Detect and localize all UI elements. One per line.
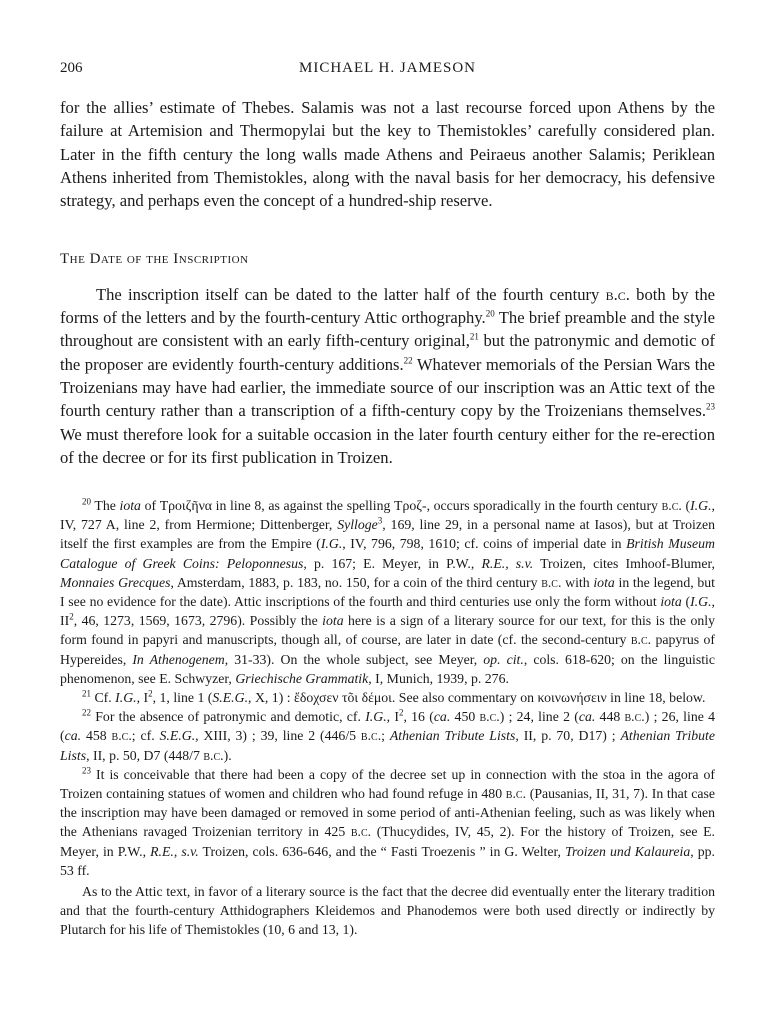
- running-head: MICHAEL H. JAMESON: [298, 60, 477, 76]
- footnote-21: $^{21}$ Cf. I.G., $I^2$, 1, line 1 (S.E.G., X, 1) : ἔδοχσεν τõι δέμοι. See also commentary on κοινωνήσειν in line 18, below.: [82, 688, 706, 706]
- body-paragraph-2: The inscription itself can be dated to the latter half of the fourth century b.c. both by the forms of the letters and by the fourth-century Attic orthography.$^{20}$ The brief preamble and the style throughout are consistent with an early fifth-century original,$^{21}$ but the patronymic and demotic of the proposer are evidently fourth-century additions.$^{22}$ Whatever memorials of the Persian Wars the Troizenians may have had earlier, the immediate source of our inscription was an Attic text of the fourth century rather than a transcription of a fifth-century copy by the Troizenians themselves.$^{23}$ We must therefore look for a suitable occasion in the later fourth century either for the re-erection of the decree or for its first publication in Troizen.: [60, 284, 716, 467]
- section-title: The Date of the Inscription: [60, 251, 249, 268]
- footnote-22: $^{22}$ For the absence of patronymic and demotic, cf. I.G., $I^2$, 16 (ca. 450 b.c.) ; 24, line 2 (ca. 448 b.c.) ; 26, line 4 (ca. 458 b.c.; cf. S.E.G., XIII, 3) ; 39, line 2 (446/5 b.c.; Athenian Tribute Lists, II, p. 70, D17) ; Athenian Tribute Lists, II, p. 50, D7 (448/7 b.c.).: [60, 707, 715, 763]
- footnote-23: $^{23}$ It is conceivable that there had been a copy of the decree set up in connection with the stoa in the agora of Troizen containing statues of women and children who had found refuge in 480 b.c. (Pausanias, II, 31, 7). In that case the inscription may have been damaged or removed in some period of anti-Athenian feeling, such as was likely when the Athenians ravaged Troizenian territory in 425 b.c. (Thucydides, IV, 45, 2). For the history of Troizen, see E. Meyer, in P.W., R.E., s.v. Troizen, cols. 636-646, and the “ Fasti Troezenis ” in G. Welter, Troizen und Kalaureia, pp. 53 ff.: [60, 765, 715, 878]
- footnote-20: $^{20}$ The iota of Τροιζῆνα in line 8, as against the spelling Τροζ-, occurs sporadically in the fourth century b.c. (I.G., IV, 727 A, line 2, from Hermione; Dittenberger, Sylloge$^3$, 169, line 29, in a personal name at Iasos), but at Troizen itself the first examples are from the Empire (I.G., IV, 796, 798, 1610; cf. coins of imperial date in British Museum Catalogue of Greek Coins: Peloponnesus, p. 167; E. Meyer, in P.W., R.E., s.v. Troizen, cites Imhoof-Blumer, Monnaies Grecques, Amsterdam, 1883, p. 183, no. 150, for a coin of the third century b.c. with iota in the legend, but I see no evidence for the date). Attic inscriptions of the fourth and third centuries use only the form without iota (I.G., $II^2$, 46, 1273, 1569, 1673, 2796). Possibly the iota here is a sign of a literary source for our text, for this is the only form found in papyri and manuscripts, though all, of course, are later in date (cf. the second-century b.c. papyrus of Hypereides, In Athenogenem, 31-33). On the whole subject, see Meyer, op. cit., cols. 618-620; on the linguistic phenomenon, see E. Schwyzer, Griechische Grammatik, I, Munich, 1939, p. 276.: [60, 496, 716, 686]
- footnote-ref-22[interactable]: 22: [403, 355, 413, 366]
- page-number: 206: [60, 60, 83, 76]
- footnotes: [60, 496, 715, 940]
- page-header: [60, 60, 715, 82]
- footnote-continuation: As to the Attic text, in favor of a literary source is the fact that the decree did eventually enter the literary tradition and that the fourth-century Atthidographers Kleidemos and Phanodemos were both used directly or indirectly by Plutarch for his life of Themistokles (10, 6 and 13, 1).: [60, 884, 715, 938]
- footnote-ref-20[interactable]: 20: [485, 308, 495, 319]
- footnote-ref-23[interactable]: 23: [706, 401, 715, 412]
- body-paragraph-1: for the allies’ estimate of Thebes. Salamis was not a last recourse forced upon Athens by the failure at Artemision and Thermopylai but the key to Themistokles’ carefully considered plan. Later in the fifth century the long walls made Athens and Peiraeus another Salamis; Periklean Athens inherited from Themistokles, along with the naval basis for her democracy, his defensive strategy, and perhaps even the concept of a hundred-ship reserve.: [60, 98, 715, 211]
- main-text: [60, 96, 715, 469]
- footnote-ref-21[interactable]: 21: [469, 331, 479, 342]
